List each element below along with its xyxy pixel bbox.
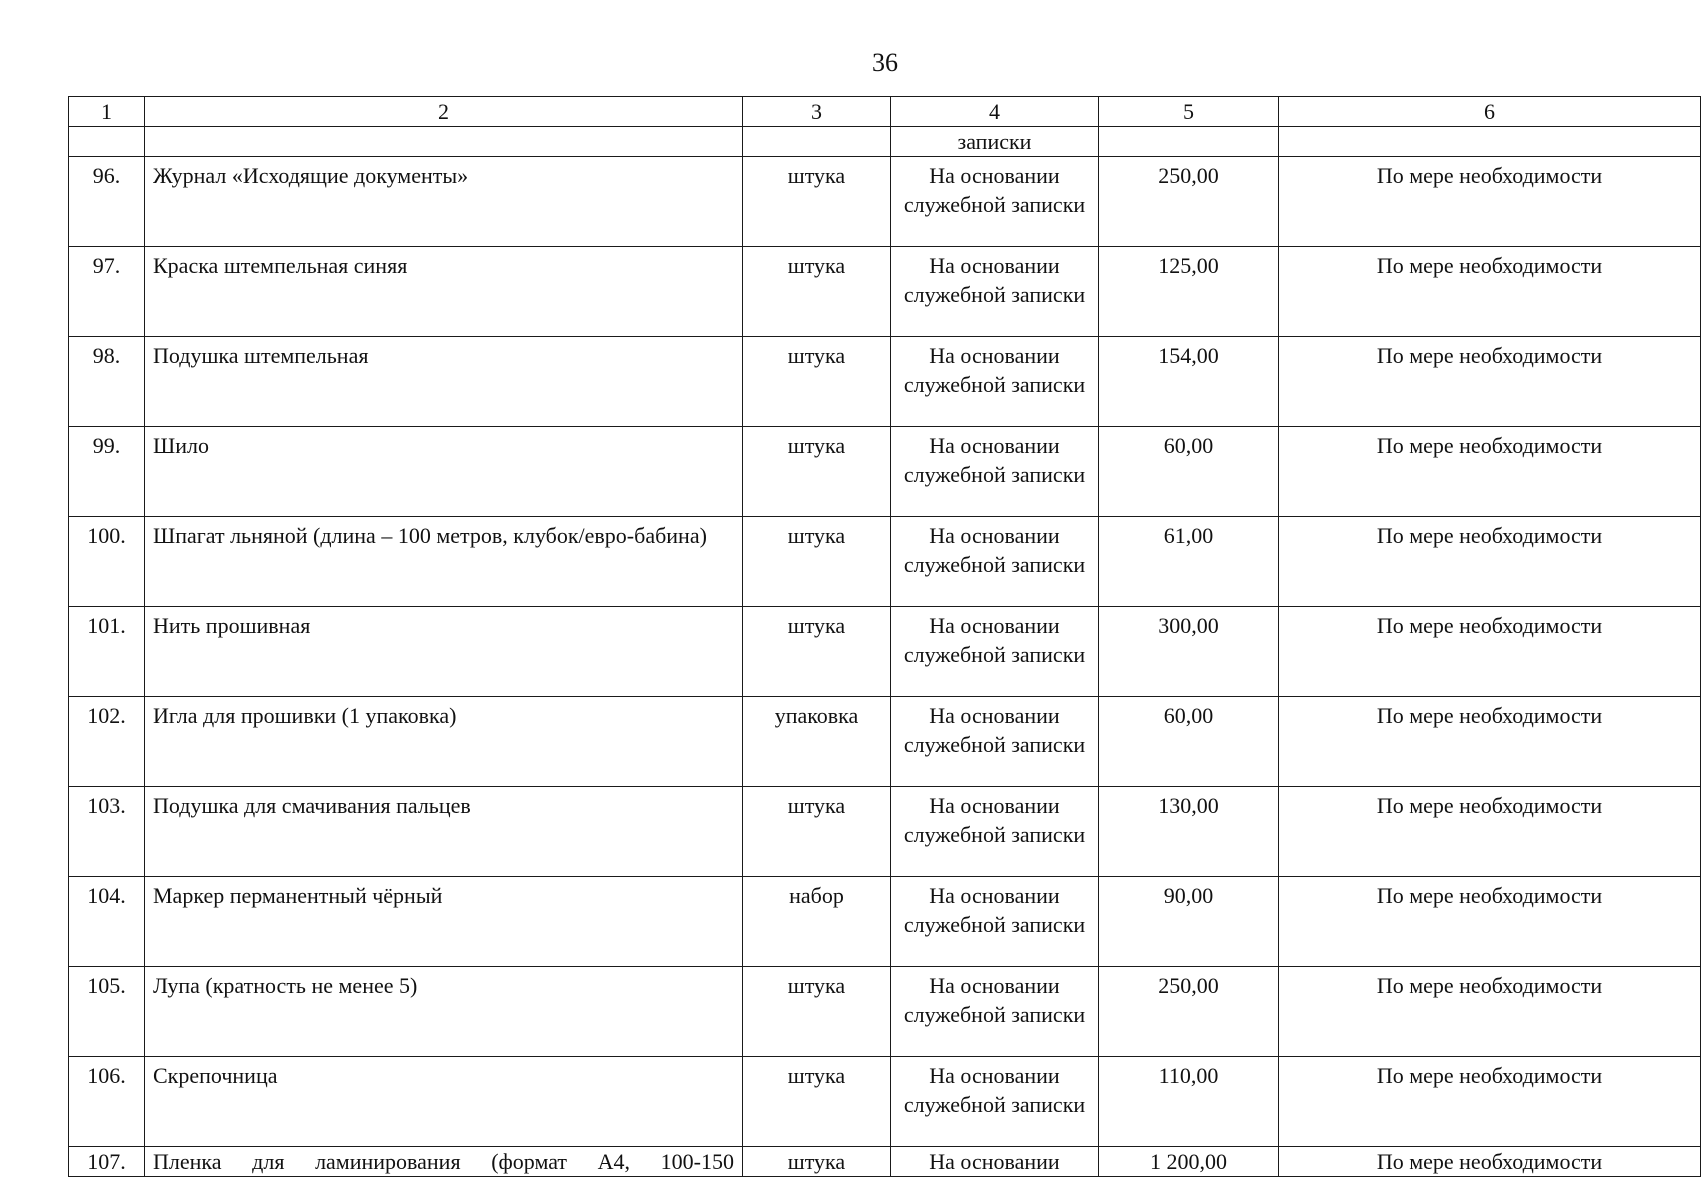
price: 60,00 xyxy=(1099,697,1279,787)
page-number: 36 xyxy=(872,48,898,77)
column-header: 4 xyxy=(891,97,1099,127)
item-name: Краска штемпельная синяя xyxy=(145,247,743,337)
item-name: Пленка для ламинирования (формат А4, 100-150 xyxy=(145,1147,743,1177)
table-row xyxy=(69,607,1701,697)
item-name: Маркер перманентный чёрный xyxy=(145,877,743,967)
row-number: 96. xyxy=(69,157,145,247)
column-header: 1 xyxy=(69,97,145,127)
item-name: Журнал «Исходящие документы» xyxy=(145,157,743,247)
row-number: 107. xyxy=(69,1147,145,1177)
item-name: Подушка для смачивания пальцев xyxy=(145,787,743,877)
frequency: По мере необходимости xyxy=(1279,787,1701,877)
price: 61,00 xyxy=(1099,517,1279,607)
table-cell xyxy=(69,127,145,157)
frequency: По мере необходимости xyxy=(1279,697,1701,787)
frequency: По мере необходимости xyxy=(1279,247,1701,337)
row-number: 105. xyxy=(69,967,145,1057)
item-name: Игла для прошивки (1 упаковка) xyxy=(145,697,743,787)
frequency: По мере необходимости xyxy=(1279,967,1701,1057)
row-number: 102. xyxy=(69,697,145,787)
unit-of-measure: упаковка xyxy=(743,697,891,787)
price: 60,00 xyxy=(1099,427,1279,517)
row-number: 99. xyxy=(69,427,145,517)
unit-of-measure: штука xyxy=(743,517,891,607)
row-number: 104. xyxy=(69,877,145,967)
continuation-row xyxy=(69,127,1701,157)
price: 300,00 xyxy=(1099,607,1279,697)
price: 250,00 xyxy=(1099,157,1279,247)
basis: На основании xyxy=(891,1147,1099,1177)
item-name: Шпагат льняной (длина – 100 метров, клубок/евро-бабина) xyxy=(145,517,743,607)
table-row xyxy=(69,1147,1701,1177)
table-cell: записки xyxy=(891,127,1099,157)
price: 130,00 xyxy=(1099,787,1279,877)
item-name: Шило xyxy=(145,427,743,517)
row-number: 103. xyxy=(69,787,145,877)
item-name: Скрепочница xyxy=(145,1057,743,1147)
column-header: 3 xyxy=(743,97,891,127)
table-row xyxy=(69,787,1701,877)
table-row xyxy=(69,697,1701,787)
basis: На основании служебной записки xyxy=(891,697,1099,787)
price: 1 200,00 xyxy=(1099,1147,1279,1177)
frequency: По мере необходимости xyxy=(1279,337,1701,427)
item-name: Подушка штемпельная xyxy=(145,337,743,427)
unit-of-measure: штука xyxy=(743,1147,891,1177)
column-header: 6 xyxy=(1279,97,1701,127)
price: 154,00 xyxy=(1099,337,1279,427)
basis: На основании служебной записки xyxy=(891,337,1099,427)
item-name: Лупа (кратность не менее 5) xyxy=(145,967,743,1057)
table-row xyxy=(69,967,1701,1057)
table-cell xyxy=(743,127,891,157)
unit-of-measure: штука xyxy=(743,607,891,697)
table-row xyxy=(69,1057,1701,1147)
basis: На основании служебной записки xyxy=(891,427,1099,517)
unit-of-measure: штука xyxy=(743,157,891,247)
row-number: 98. xyxy=(69,337,145,427)
table-cell xyxy=(1279,127,1701,157)
item-name: Нить прошивная xyxy=(145,607,743,697)
table-row xyxy=(69,877,1701,967)
basis: На основании служебной записки xyxy=(891,877,1099,967)
price: 110,00 xyxy=(1099,1057,1279,1147)
unit-of-measure: штука xyxy=(743,1057,891,1147)
frequency: По мере необходимости xyxy=(1279,157,1701,247)
price: 90,00 xyxy=(1099,877,1279,967)
basis: На основании служебной записки xyxy=(891,247,1099,337)
frequency: По мере необходимости xyxy=(1279,427,1701,517)
price: 250,00 xyxy=(1099,967,1279,1057)
basis: На основании служебной записки xyxy=(891,607,1099,697)
unit-of-measure: штука xyxy=(743,787,891,877)
frequency: По мере необходимости xyxy=(1279,517,1701,607)
frequency: По мере необходимости xyxy=(1279,1147,1701,1177)
basis: На основании служебной записки xyxy=(891,1057,1099,1147)
column-header: 5 xyxy=(1099,97,1279,127)
row-number: 101. xyxy=(69,607,145,697)
basis: На основании служебной записки xyxy=(891,787,1099,877)
unit-of-measure: штука xyxy=(743,247,891,337)
frequency: По мере необходимости xyxy=(1279,877,1701,967)
column-number-header-row xyxy=(69,97,1701,127)
table-cell xyxy=(145,127,743,157)
row-number: 106. xyxy=(69,1057,145,1147)
table-row xyxy=(69,337,1701,427)
basis: На основании служебной записки xyxy=(891,517,1099,607)
unit-of-measure: штука xyxy=(743,337,891,427)
procurement-table xyxy=(68,96,1701,1177)
unit-of-measure: штука xyxy=(743,427,891,517)
row-number: 100. xyxy=(69,517,145,607)
table-row xyxy=(69,517,1701,607)
table-row xyxy=(69,247,1701,337)
column-header: 2 xyxy=(145,97,743,127)
unit-of-measure: набор xyxy=(743,877,891,967)
table-row xyxy=(69,157,1701,247)
unit-of-measure: штука xyxy=(743,967,891,1057)
basis: На основании служебной записки xyxy=(891,967,1099,1057)
table-row xyxy=(69,427,1701,517)
row-number: 97. xyxy=(69,247,145,337)
price: 125,00 xyxy=(1099,247,1279,337)
table-cell xyxy=(1099,127,1279,157)
basis: На основании служебной записки xyxy=(891,157,1099,247)
frequency: По мере необходимости xyxy=(1279,1057,1701,1147)
frequency: По мере необходимости xyxy=(1279,607,1701,697)
